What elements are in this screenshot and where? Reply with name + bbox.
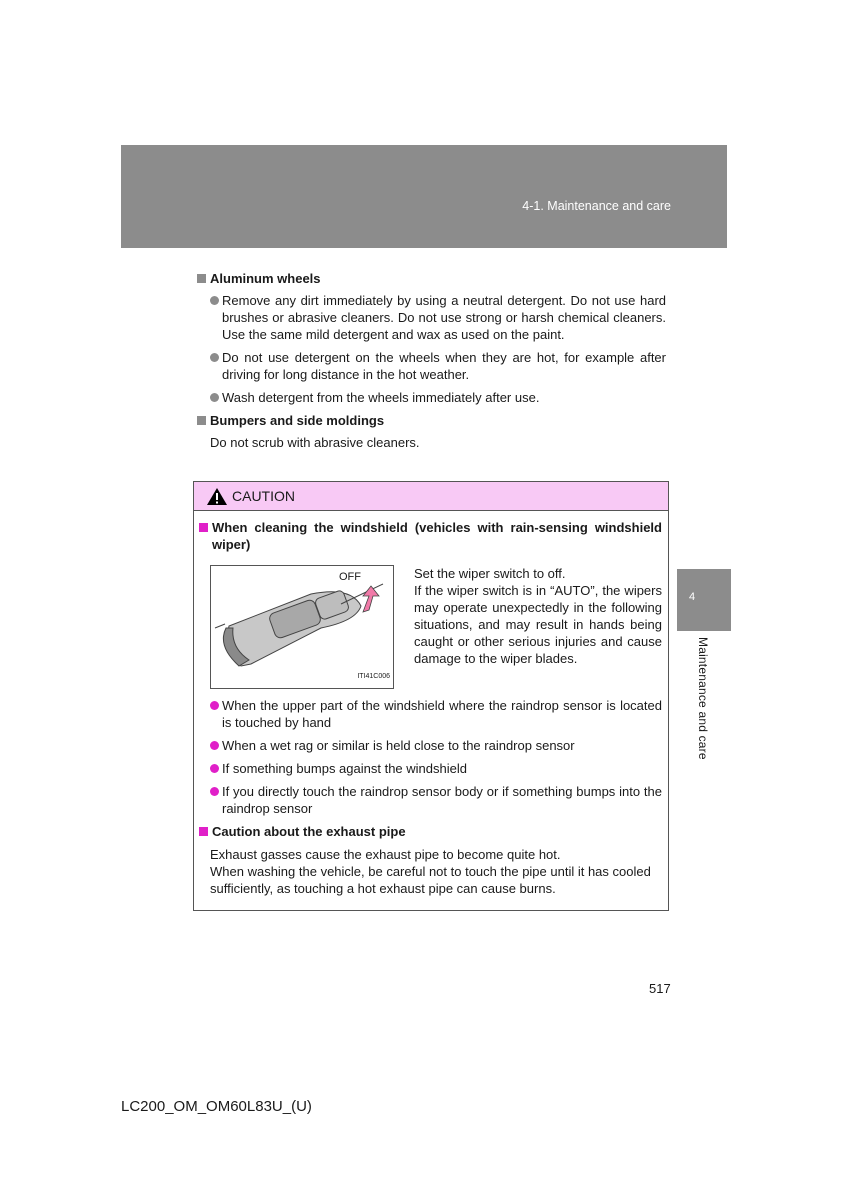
circle-bullet-icon: [210, 787, 219, 796]
square-bullet-icon: [199, 523, 208, 532]
chapter-tab: [677, 569, 731, 631]
list-item: If something bumps against the windshield: [210, 760, 662, 777]
warning-icon: [206, 487, 228, 506]
square-bullet-icon: [199, 827, 208, 836]
bumpers-text: Do not scrub with abrasive cleaners.: [210, 435, 420, 450]
exhaust-heading: Caution about the exhaust pipe: [198, 823, 662, 840]
circle-bullet-icon: [210, 764, 219, 773]
square-bullet-icon: [197, 274, 206, 283]
list-item: Remove any dirt immediately by using a neutral detergent. Do not use hard brushes or abrasive cleaners. Do not use strong or harsh chemical cleaners. Use the same mild detergent and wax as used on the paint.: [210, 292, 666, 343]
windshield-heading: When cleaning the windshield (vehicles with rain-sensing windshield wiper): [198, 519, 662, 553]
caution-title: CAUTION: [232, 487, 295, 504]
list-item: When the upper part of the windshield where the raindrop sensor is located is touched by hand: [210, 697, 662, 731]
list-item: Do not use detergent on the wheels when they are hot, for example after driving for long distance in the hot weather.: [210, 349, 666, 383]
aluminum-wheels-heading: Aluminum wheels: [196, 270, 666, 287]
list-item: When a wet rag or similar is held close to the raindrop sensor: [210, 737, 662, 754]
page-number: 517: [649, 981, 671, 996]
main-content: [196, 270, 666, 451]
figure-description: Set the wiper switch to off. If the wiper switch is in “AUTO”, the wipers may operate unexpectedly in the following situations, and may result in hands being caught or other serious injuries and cause damage to the wiper blades.: [414, 566, 662, 666]
bumpers-heading: Bumpers and side moldings: [196, 412, 666, 429]
off-label: OFF: [339, 571, 361, 583]
circle-bullet-icon: [210, 353, 219, 362]
section-title: 4-1. Maintenance and care: [522, 199, 671, 213]
circle-bullet-icon: [210, 741, 219, 750]
chapter-number: 4: [689, 591, 696, 603]
list-item: Wash detergent from the wheels immediately after use.: [210, 389, 666, 406]
circle-bullet-icon: [210, 393, 219, 402]
wiper-switch-illustration: [210, 565, 394, 689]
list-item: If you directly touch the raindrop sensor body or if something bumps into the raindrop sensor: [210, 783, 662, 817]
chapter-label: Maintenance and care: [696, 637, 710, 760]
header-band: [121, 145, 727, 248]
figure-row: [210, 565, 662, 689]
document-code: LC200_OM_OM60L83U_(U): [121, 1098, 312, 1115]
circle-bullet-icon: [210, 701, 219, 710]
caution-body: [194, 511, 668, 897]
square-bullet-icon: [197, 416, 206, 425]
figure-code: ITI41C006: [357, 673, 390, 680]
caution-header: [194, 482, 668, 511]
exhaust-text: Exhaust gasses cause the exhaust pipe to become quite hot. When washing the vehicle, be careful not to touch the pipe until it has cooled sufficiently, as touching a hot exhaust pipe can cause burns.: [210, 847, 651, 896]
circle-bullet-icon: [210, 296, 219, 305]
caution-box: [193, 481, 669, 911]
